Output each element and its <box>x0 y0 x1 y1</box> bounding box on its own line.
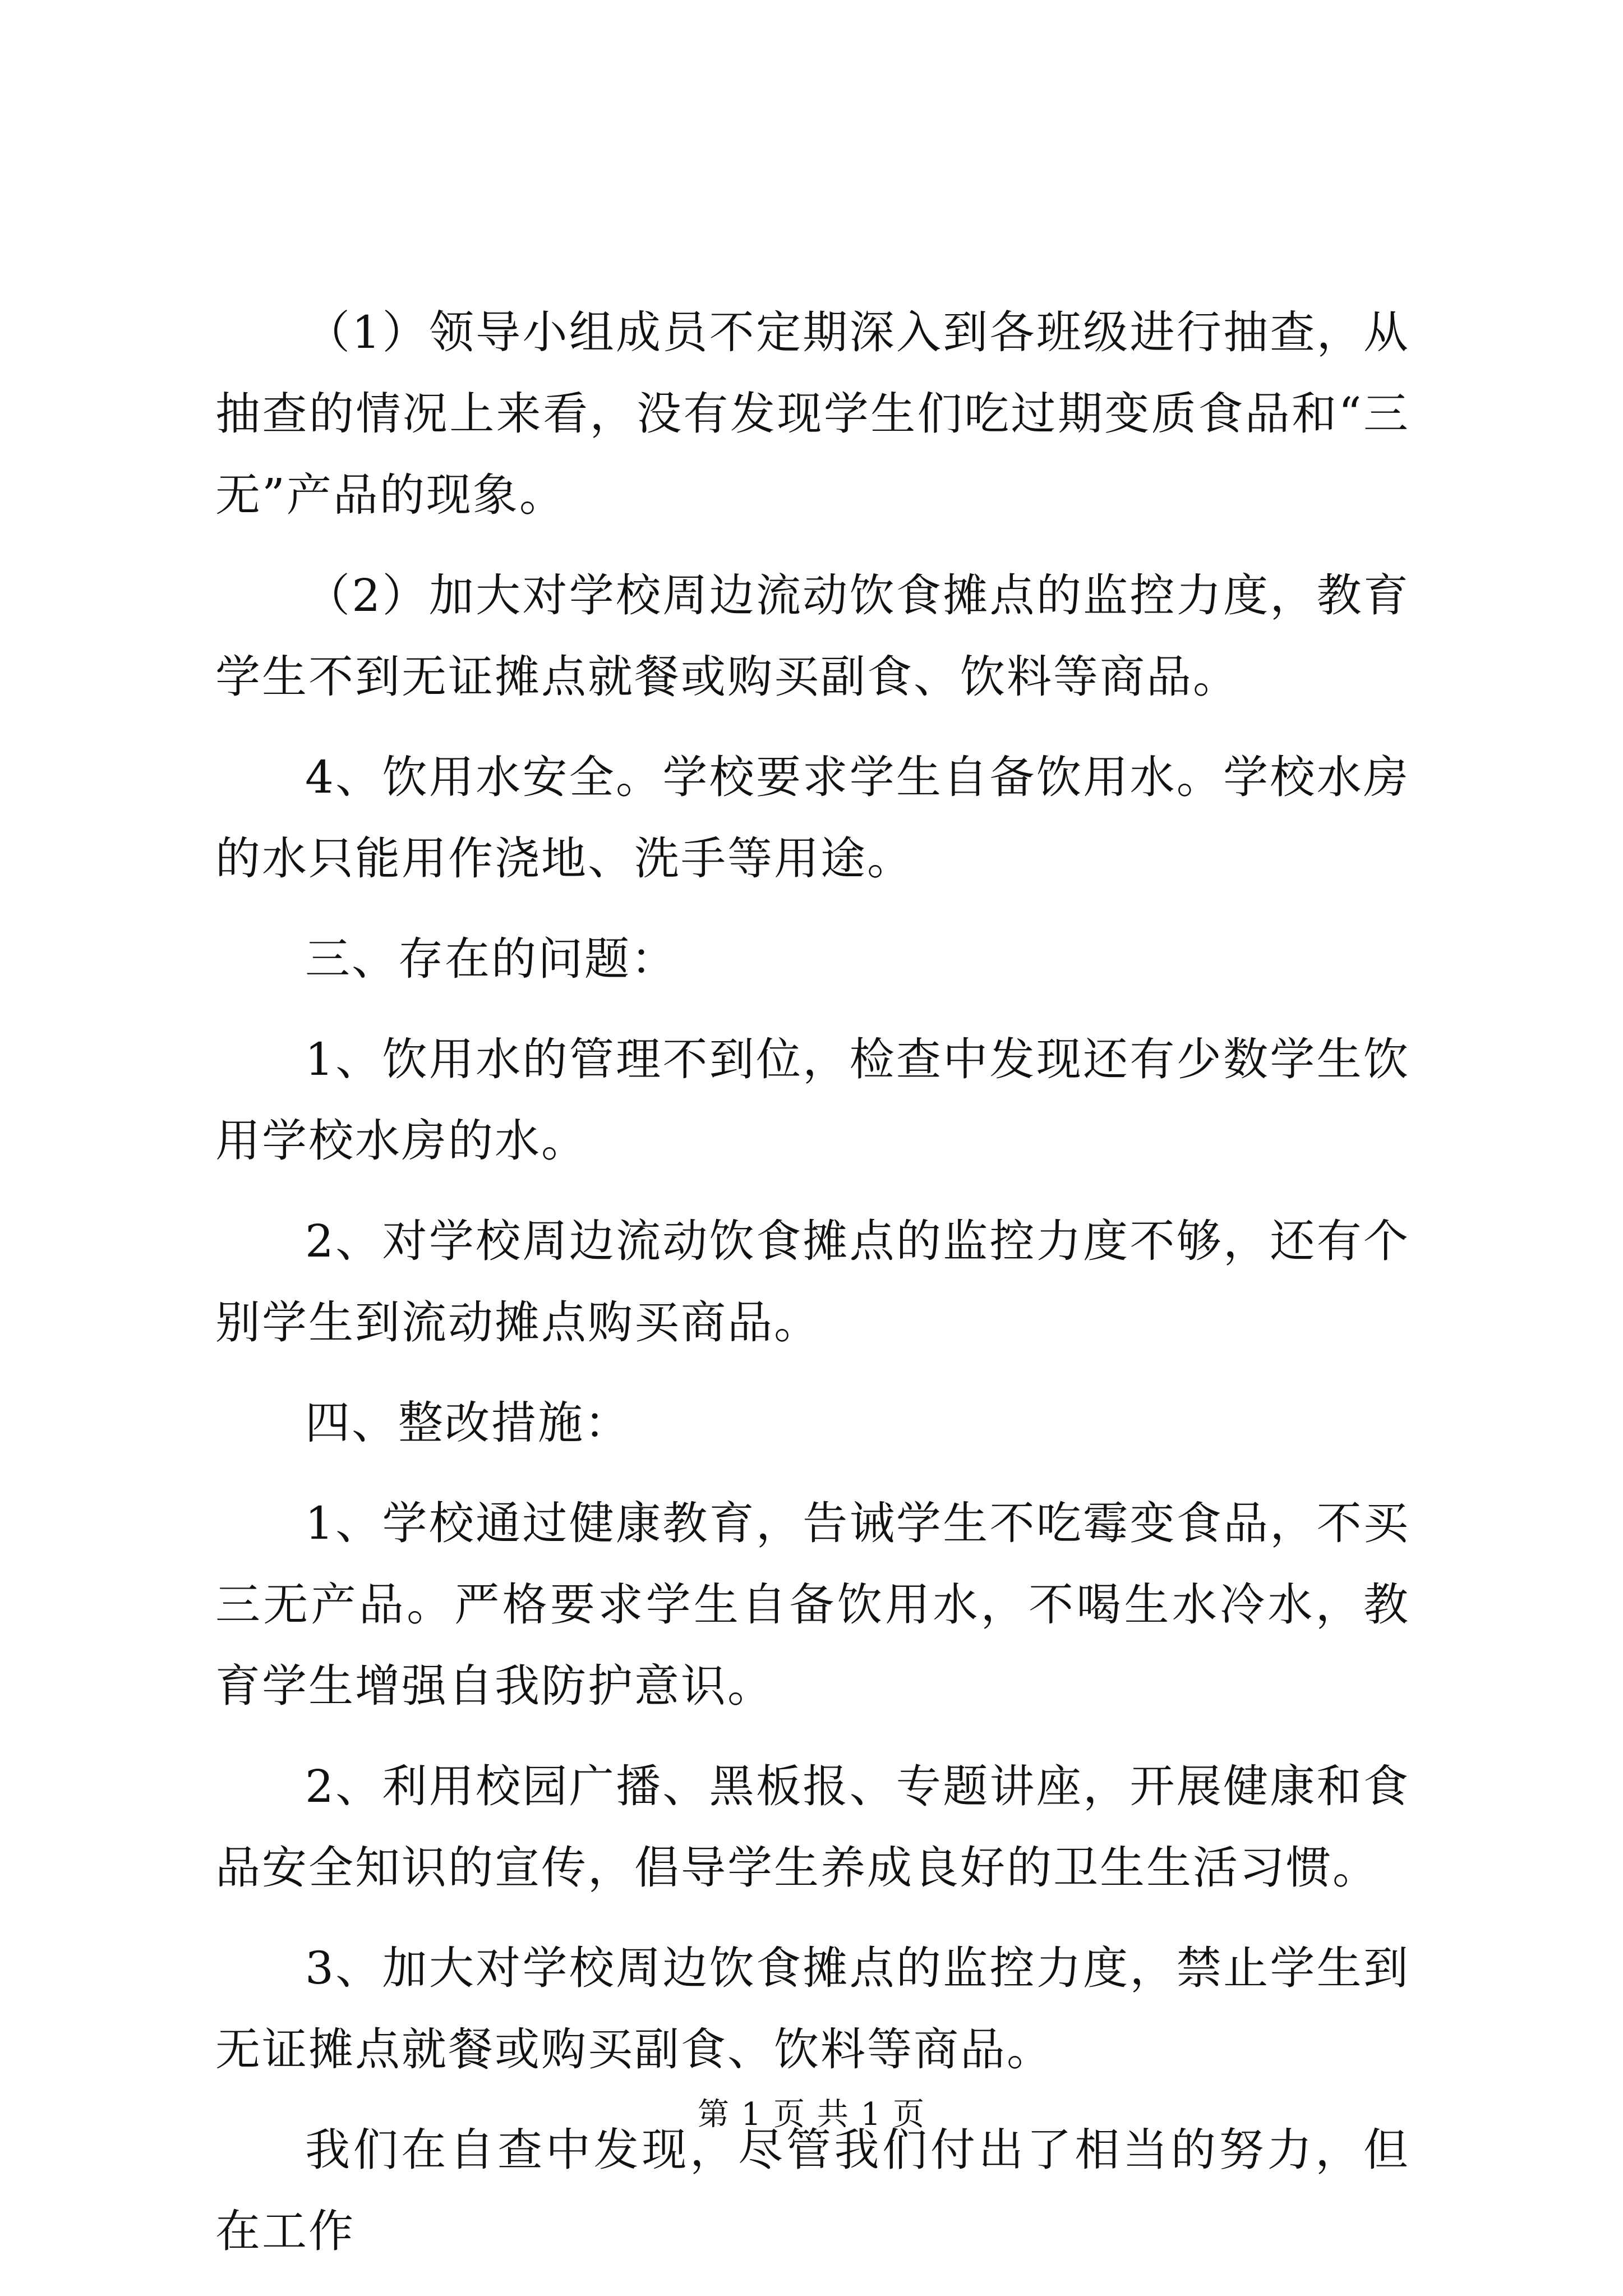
paragraph-spot-check: （1）领导小组成员不定期深入到各班级进行抽查，从抽查的情况上来看，没有发现学生们吃过期变质食品和“三无”产品的现象。 <box>215 306 1410 521</box>
paragraph-vendor-monitoring: （2）加大对学校周边流动饮食摊点的监控力度，教育学生不到无证摊点就餐或购买副食、饮料等商品。 <box>215 569 1410 703</box>
paragraph-drinking-water: 4、饮用水安全。学校要求学生自备饮用水。学校水房的水只能用作浇地、洗手等用途。 <box>215 751 1410 885</box>
paragraph-measure-3: 3、加大对学校周边饮食摊点的监控力度，禁止学生到无证摊点就餐或购买副食、饮料等商品。 <box>215 1942 1410 2076</box>
section-heading-problems: 三、存在的问题： <box>305 933 677 985</box>
paragraph-problem-2: 2、对学校周边流动饮食摊点的监控力度不够，还有个别学生到流动摊点购买商品。 <box>215 1215 1410 1349</box>
section-heading-measures: 四、整改措施： <box>305 1397 631 1449</box>
paragraph-conclusion: 我们在自查中发现，尽管我们付出了相当的努力，但在工作 <box>215 2124 1410 2257</box>
paragraph-measure-1: 1、学校通过健康教育，告诫学生不吃霉变食品，不买三无产品。严格要求学生自备饮用水，不喝生水冷水，教育学生增强自我防护意识。 <box>215 1497 1410 1712</box>
document-body <box>215 292 1410 2291</box>
paragraph-problem-1: 1、饮用水的管理不到位，检查中发现还有少数学生饮用学校水房的水。 <box>215 1033 1410 1167</box>
paragraph-measure-2: 2、利用校园广播、黑板报、专题讲座，开展健康和食品安全知识的宣传，倡导学生养成良好的卫生生活习惯。 <box>215 1760 1410 1894</box>
page-number-footer: 第 1 页 共 1 页 <box>697 2096 926 2133</box>
